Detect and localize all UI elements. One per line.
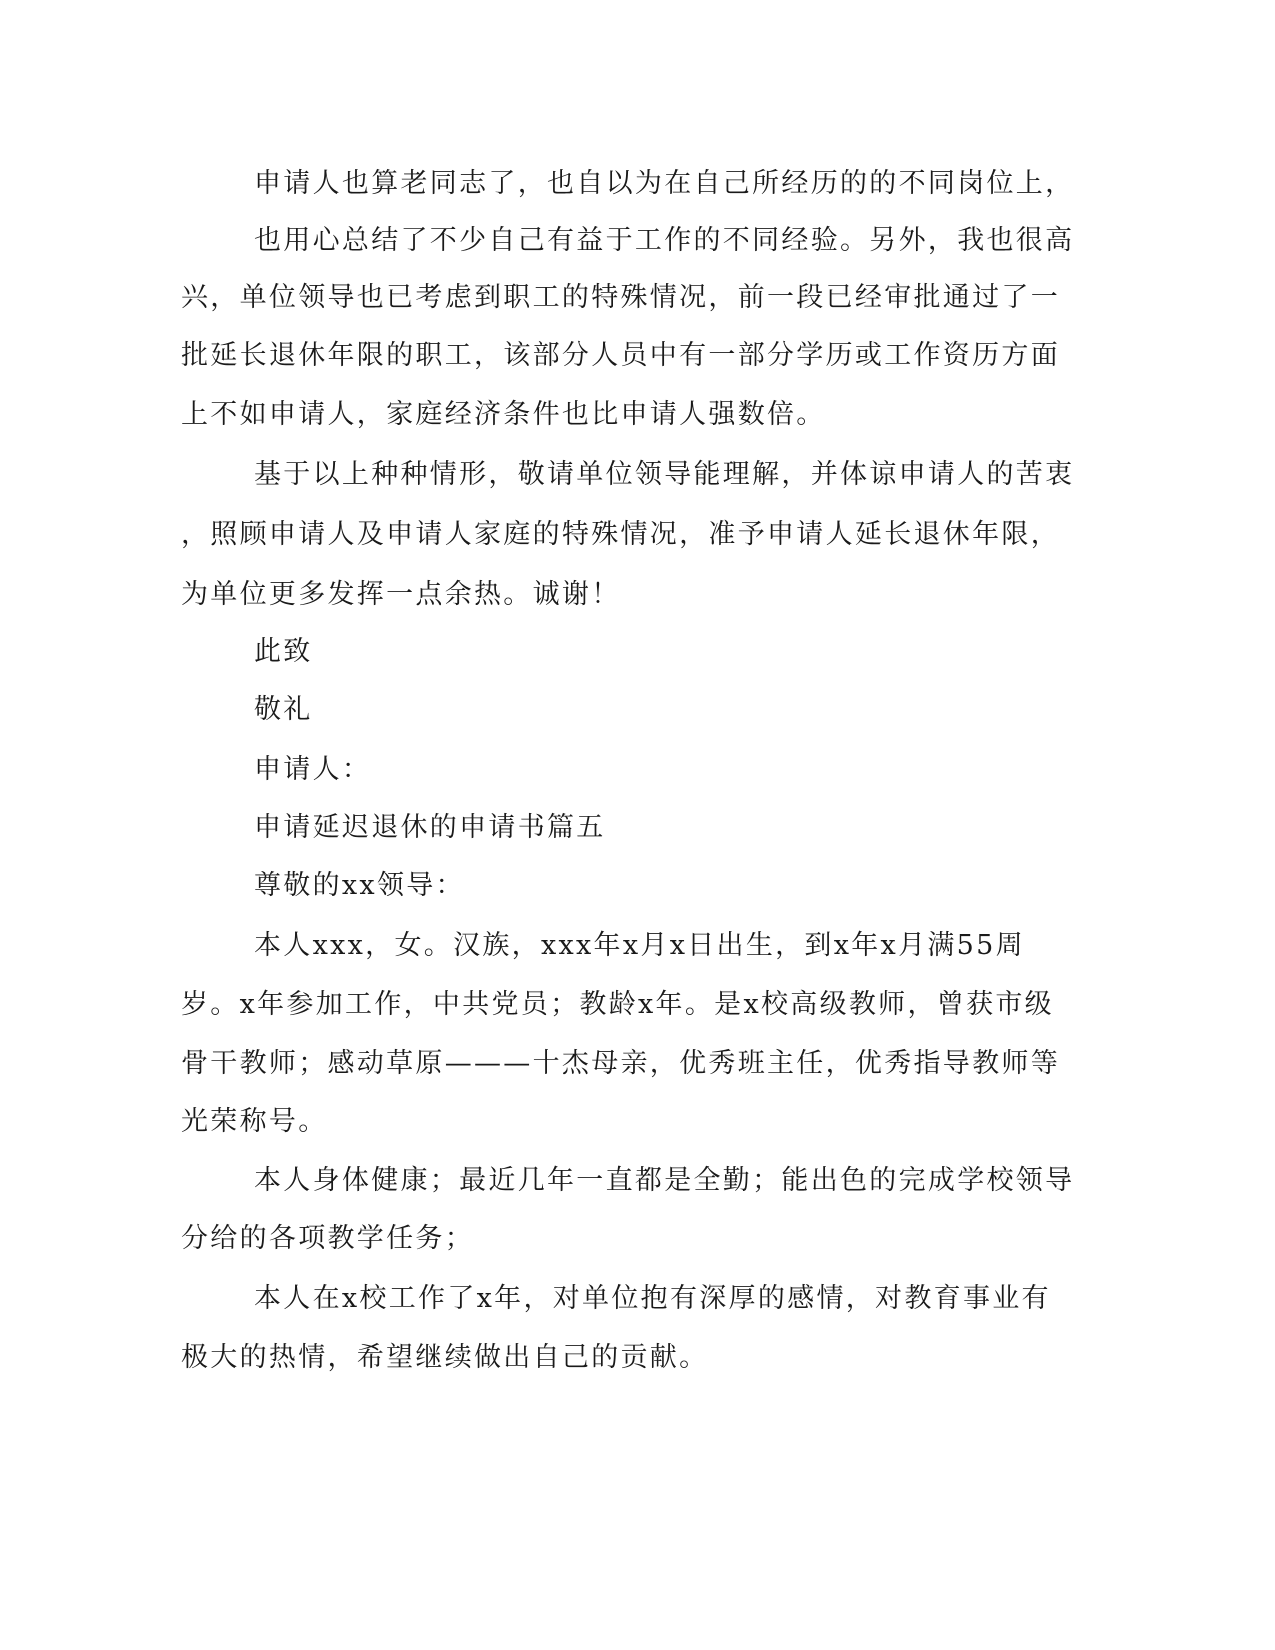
text-line: 也用心总结了不少自己有益于工作的不同经验。另外，我也很高 xyxy=(254,225,1075,256)
text-line: 岁。x年参加工作，中共党员；教龄x年。是x校高级教师，曾获市级 xyxy=(181,989,1054,1020)
text-line: 上不如申请人，家庭经济条件也比申请人强数倍。 xyxy=(181,399,826,430)
text-line: 申请人： xyxy=(254,754,372,785)
text-line: 敬礼 xyxy=(254,694,313,725)
text-line: 基于以上种种情形，敬请单位领导能理解，并体谅申请人的苦衷 xyxy=(254,459,1075,490)
text-line: 申请延迟退休的申请书篇五 xyxy=(254,812,606,843)
text-line: ，照顾申请人及申请人家庭的特殊情况，准予申请人延长退休年限， xyxy=(181,519,1060,550)
text-line: 分给的各项教学任务； xyxy=(181,1223,474,1254)
text-line: 本人xxx，女。汉族，xxx年x月x日出生，到x年x月满55周 xyxy=(254,930,1025,961)
text-line: 光荣称号。 xyxy=(181,1106,328,1137)
text-line: 本人身体健康；最近几年一直都是全勤；能出色的完成学校领导 xyxy=(254,1165,1075,1196)
text-line: 骨干教师；感动草原———十杰母亲，优秀班主任，优秀指导教师等 xyxy=(181,1048,1060,1079)
text-line: 申请人也算老同志了，也自以为在自己所经历的的不同岗位上， xyxy=(254,168,1075,199)
text-line: 本人在x校工作了x年，对单位抱有深厚的感情，对教育事业有 xyxy=(254,1283,1051,1314)
text-line: 极大的热情，希望继续做出自己的贡献。 xyxy=(181,1342,709,1373)
text-line: 为单位更多发挥一点余热。诚谢！ xyxy=(181,579,621,610)
text-line: 此致 xyxy=(254,636,313,667)
text-line: 兴，单位领导也已考虑到职工的特殊情况，前一段已经审批通过了一 xyxy=(181,282,1060,313)
text-line: 批延长退休年限的职工，该部分人员中有一部分学历或工作资历方面 xyxy=(181,340,1060,371)
text-line: 尊敬的xx领导： xyxy=(254,870,465,901)
